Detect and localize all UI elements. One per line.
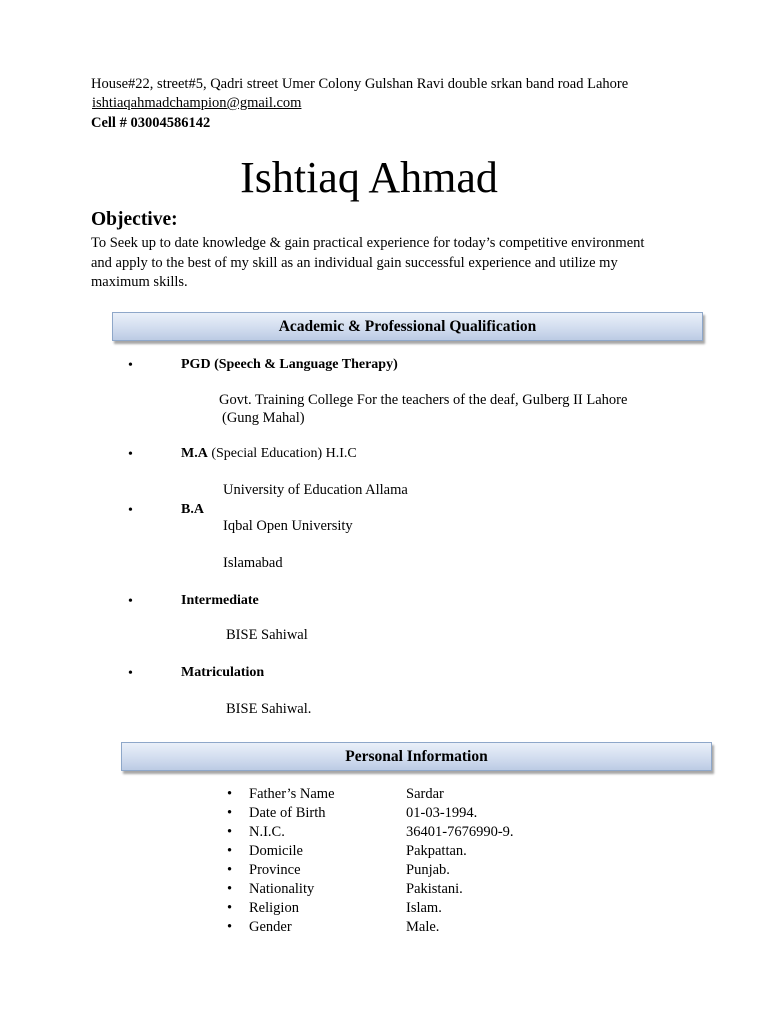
bullet-icon: • (227, 843, 233, 859)
institute-matriculation: BISE Sahiwal. (226, 701, 312, 717)
info-label-religion: Religion (249, 900, 299, 916)
institute-ba-line-2: Islamabad (223, 555, 283, 571)
info-value-date-of-birth: 01-03-1994. (406, 805, 478, 821)
info-label-nic: N.I.C. (249, 824, 285, 840)
bullet-icon: • (128, 666, 133, 681)
objective-heading: Objective: (91, 209, 178, 230)
objective-line-2: and apply to the best of my skill as an individual gain successful experience and utilize my (91, 254, 618, 271)
email-link[interactable]: ishtiaqahmadchampion@gmail.com (92, 95, 302, 111)
objective-text (91, 234, 731, 293)
degree-ma-detail: (Special Education) H.I.C (207, 446, 357, 461)
info-value-province: Punjab. (406, 862, 450, 878)
bullet-icon: • (227, 919, 233, 935)
bullet-icon: • (227, 881, 233, 897)
degree-ba: B.A (181, 502, 204, 517)
degree-pgd-detail: (Speech & Language Therapy) (210, 357, 398, 372)
bullet-icon: • (227, 786, 233, 802)
info-label-province: Province (249, 862, 301, 878)
objective-line-3: maximum skills. (91, 274, 188, 290)
institute-pgd-line-1: Govt. Training College For the teachers of the deaf, Gulberg II Lahore (219, 392, 628, 408)
info-label-date-of-birth: Date of Birth (249, 805, 326, 821)
resume-name: Ishtiaq Ahmad (240, 153, 498, 202)
info-value-nic: 36401-7676990-9. (406, 824, 514, 840)
bullet-icon: • (227, 900, 233, 916)
info-value-gender: Male. (406, 919, 440, 935)
bullet-icon: • (128, 447, 133, 462)
info-label-nationality: Nationality (249, 881, 315, 897)
info-value-religion: Islam. (406, 900, 442, 916)
bullet-icon: • (128, 358, 133, 373)
personal-heading: Personal Information (345, 747, 488, 765)
bullet-icon: • (227, 862, 233, 878)
personal-section-header (121, 742, 712, 771)
bullet-icon: • (128, 503, 133, 518)
institute-ma: University of Education Allama (223, 482, 408, 498)
institute-intermediate: BISE Sahiwal (226, 627, 308, 643)
qualification-heading: Academic & Professional Qualification (278, 317, 537, 335)
bullet-icon: • (128, 594, 133, 609)
objective-line-1: To Seek up to date knowledge & gain practical experience for today’s competitive environment (91, 235, 645, 251)
degree-pgd (181, 357, 398, 373)
info-label-domicile: Domicile (249, 843, 303, 859)
degree-pgd-name: PGD (181, 357, 211, 372)
address-text: House#22, street#5, Qadri street Umer Colony Gulshan Ravi double srkan band road Lahore (91, 76, 629, 92)
degree-ma-name: M.A (181, 446, 208, 461)
degree-matriculation: Matriculation (181, 665, 265, 680)
cell-number: Cell # 03004586142 (91, 115, 211, 131)
info-value-domicile: Pakpattan. (406, 843, 467, 859)
institute-pgd-line-2: (Gung Mahal) (222, 410, 305, 426)
bullet-icon: • (227, 824, 233, 840)
degree-intermediate: Intermediate (181, 593, 259, 608)
degree-ma (181, 446, 357, 462)
info-value-fathers-name: Sardar (406, 786, 444, 802)
info-label-gender: Gender (249, 919, 292, 935)
qualification-section-header (112, 312, 703, 341)
info-value-nationality: Pakistani. (406, 881, 463, 897)
bullet-icon: • (227, 805, 233, 821)
institute-ba-line-1: Iqbal Open University (223, 518, 353, 534)
info-label-fathers-name: Father’s Name (249, 786, 335, 802)
